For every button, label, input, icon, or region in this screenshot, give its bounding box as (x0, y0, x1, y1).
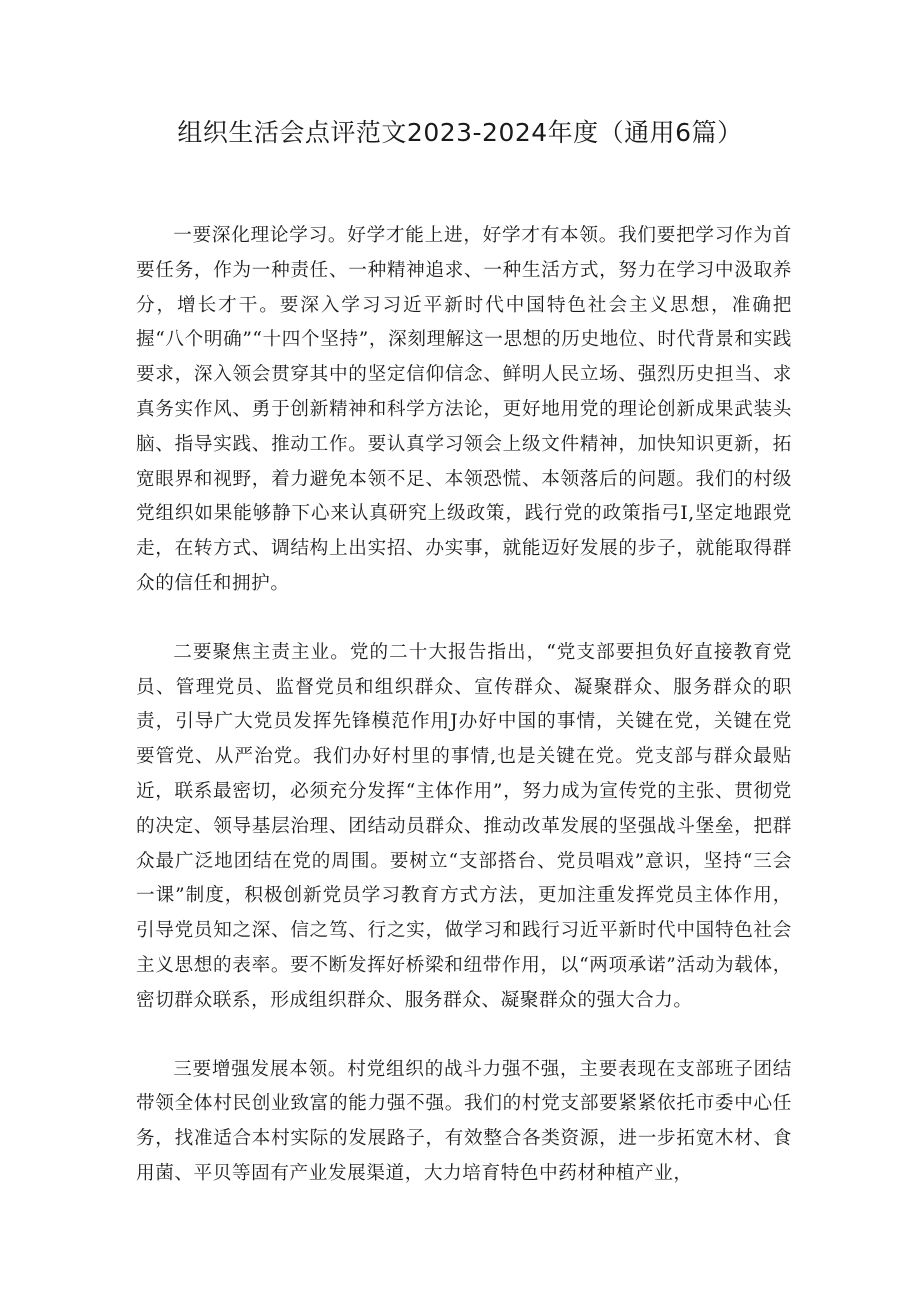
document-body (136, 219, 792, 1226)
paragraph-theory-study: 一要深化理论学习。好学才能上进，好学才有本领。我们要把学习作为首要任务，作为一种责任、一种精神追求、一种生活方式，努力在学习中汲取养分，增长才干。要深入学习习近平新时代中国特色社会主义思想，准确把握“八个明确”“十四个坚持”，深刻理解这一思想的历史地位、时代背景和实践要求，深入领会贯穿其中的坚定信仰信念、鲜明人民立场、强烈历史担当、求真务实作风、勇于创新精神和科学方法论，更好地用党的理论创新成果武装头脑、指导实践、推动工作。要认真学习领会上级文件精神，加快知识更新，拓宽眼界和视野，着力避免本领不足、本领恐慌、本领落后的问题。我们的村级党组织如果能够静下心来认真研究上级政策，践行党的政策指弓I,坚定地跟党走，在转方式、调结构上出实招、办实事，就能迈好发展的步子，就能取得群众的信任和拥护。 (136, 225, 792, 594)
paragraph-development-ability: 三要增强发展本领。村党组织的战斗力强不强，主要表现在支部班子团结带领全体村民创业致富的能力强不强。我们的村党支部要紧紧依托市委中心任务，找准适合本村实际的发展路子，有效整合各类资源，进一步拓宽木材、食用菌、平贝等固有产业发展渠道，大力培育特色中药材种植产业， (136, 1058, 792, 1184)
paragraph-main-responsibility: 二要聚焦主责主业。党的二十大报告指出，“党支部要担负好直接教育党员、管理党员、监督党员和组织群众、宣传群众、凝聚群众、服务群众的职责，引导广大党员发挥先锋模范作用J办好中国的事情，关键在党，关键在党要管党、从严治党。我们办好村里的事情,也是关键在党。党支部与群众最贴近，联系最密切，必须充分发挥“主体作用”，努力成为宣传党的主张、贯彻党的决定、领导基层治理、团结动员群众、推动改革发展的坚强战斗堡垒，把群众最广泛地团结在党的周围。要树立“支部搭台、党员唱戏”意识，坚持“三会一课”制度，积极创新党员学习教育方式方法，更加注重发挥党员主体作用，引导党员知之深、信之笃、行之实，做学习和践行习近平新时代中国特色社会主义思想的表率。要不断发挥好桥梁和纽带作用，以“两项承诺”活动为载体，密切群众联系，形成组织群众、服务群众、凝聚群众的强大合力。 (136, 641, 792, 1011)
document-title: 组织生活会点评范文2023-2024年度（通用6篇） (177, 118, 743, 147)
